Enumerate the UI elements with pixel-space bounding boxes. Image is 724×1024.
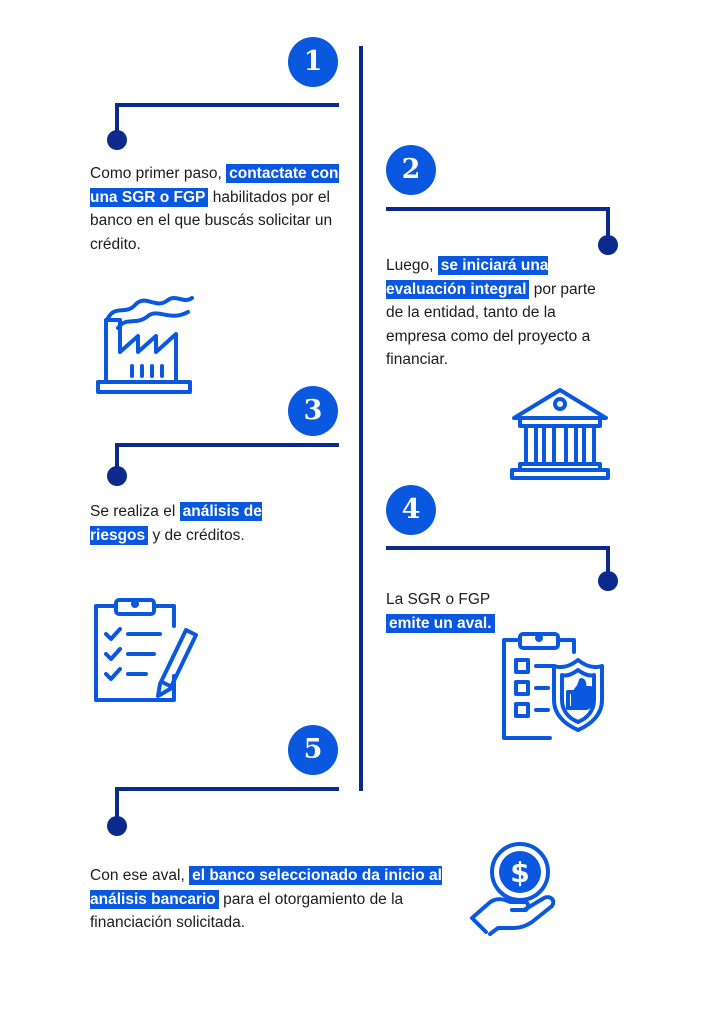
step-3-highlight: análisis de riesgos	[90, 503, 262, 544]
clipboard-shield-icon	[498, 630, 608, 742]
bank-icon	[506, 384, 614, 484]
step-4-badge: 4	[386, 485, 436, 535]
step-2-highlight: se iniciará una evaluación integral	[386, 257, 549, 298]
step-4-text: La SGR o FGP emite un aval.	[386, 588, 526, 635]
dollar-hand-icon	[468, 840, 558, 936]
factory-icon	[92, 292, 197, 394]
step-3-text: Se realiza el análisis de riesgos y de créditos.	[90, 503, 262, 544]
step-2-text: Luego, se iniciará una evaluación integral por parte de la entidad, tanto de la empresa como del proyecto a financiar.	[386, 257, 596, 368]
step-5-dot	[107, 816, 127, 836]
step-2-connector	[386, 207, 610, 211]
step-4-connector	[386, 546, 610, 550]
step-4-highlight: emite un aval.	[386, 614, 495, 633]
step-4-dot	[598, 571, 618, 591]
step-5-connector	[115, 787, 339, 791]
step-1-highlight: contactate con una SGR o FGP	[90, 165, 339, 206]
step-5-highlight: el banco seleccionado da inicio al análisis bancario	[90, 867, 442, 908]
step-1-connector	[115, 103, 339, 107]
svg-text:$: $	[510, 856, 530, 889]
step-2-badge: 2	[386, 145, 436, 195]
step-1-text: Como primer paso, contactate con una SGR o FGP habilitados por el banco en el que buscás solicitar un crédito.	[90, 165, 339, 253]
step-5-text: Con ese aval, el banco seleccionado da inicio al análisis bancario para el otorgamiento de la financiación solicitada.	[90, 867, 442, 931]
step-3-connector	[115, 443, 339, 447]
step-3-badge: 3	[288, 386, 338, 436]
timeline-spine	[359, 46, 363, 791]
step-5-badge: 5	[288, 725, 338, 775]
step-2-dot	[598, 235, 618, 255]
step-1-badge: 1	[288, 37, 338, 87]
step-3-dot	[107, 466, 127, 486]
step-1-dot	[107, 130, 127, 150]
clipboard-checklist-icon	[90, 596, 200, 704]
